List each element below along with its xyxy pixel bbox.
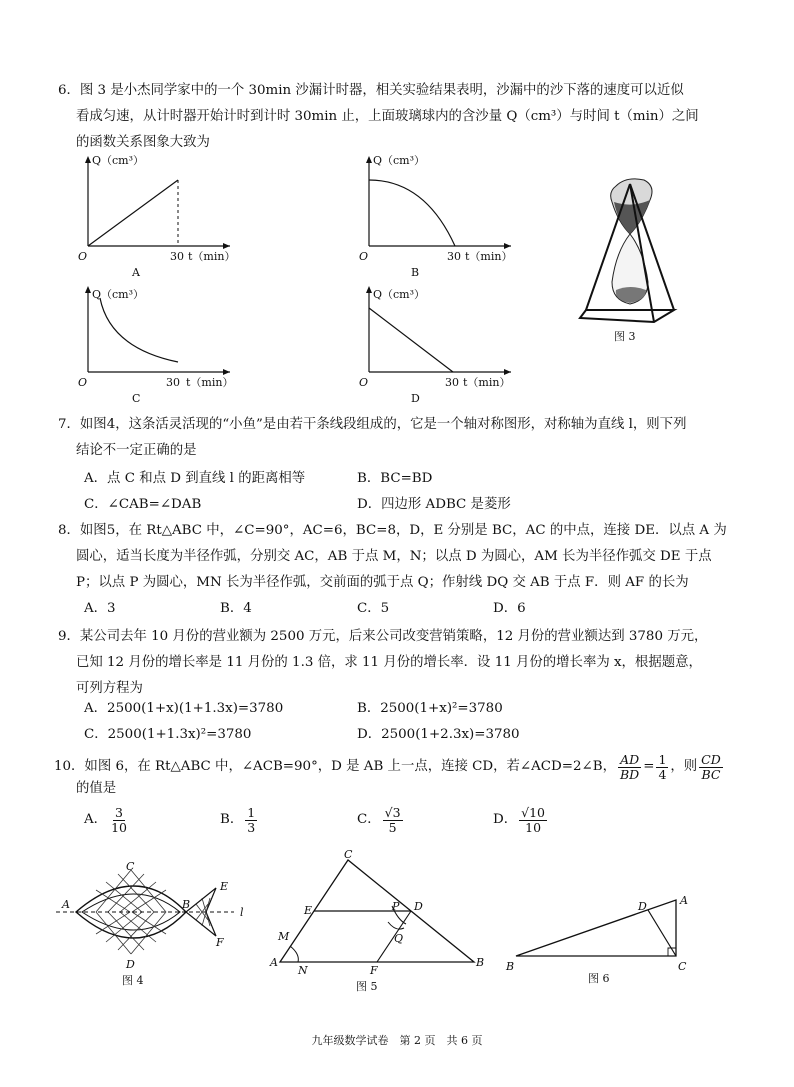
svg-text:E: E — [220, 880, 229, 893]
svg-text:l: l — [240, 906, 244, 919]
graph-b-origin: O — [359, 250, 369, 263]
figure5-triangle — [260, 850, 500, 995]
svg-text:E: E — [304, 904, 313, 917]
svg-text:F: F — [216, 936, 224, 949]
q10-text: 10．如图 6，在 Rt△ABC 中，∠ACB=90°，D 是 AB 上一点，连接 CD，若∠ACD=2∠B， — [54, 759, 616, 774]
figure4-fish — [56, 860, 266, 990]
q9-option-a: A．2500(1+x)(1+1.3x)=3780 — [84, 701, 284, 716]
q9-option-b: B．2500(1+x)²=3780 — [357, 701, 503, 716]
figure6-caption: 图 6 — [588, 972, 610, 985]
svg-text:A: A — [62, 898, 70, 911]
q6-line2: 看成匀速，从计时器开始计时到计时 30min 止，上面玻璃球内的含沙量 Q（cm³）与时间 t（min）之间 — [76, 109, 699, 124]
graph-b-x-label: t（min） — [465, 250, 513, 263]
graph-c-tick: 30 — [166, 376, 180, 389]
graph-b-letter: B — [411, 266, 420, 279]
graph-c-origin: O — [78, 376, 88, 389]
q8-line3: P；以点 P 为圆心，MN 长为半径作弧，交前面的弧于点 Q；作射线 DQ 交 AB 于点 F．则 AF 的长为 — [76, 575, 689, 590]
q10-option-d: D． $\frac{√10}{10}$ — [493, 804, 546, 835]
q10-option-a: A． $\frac{3}{10}$ — [84, 804, 127, 835]
q7-line2: 结论不一定正确的是 — [76, 443, 197, 458]
svg-text:C: C — [126, 860, 135, 873]
page-footer: 九年级数学试卷 第 2 页 共 6 页 — [311, 1034, 483, 1047]
q6-line3: 的函数关系图象大致为 — [76, 135, 210, 150]
q9-line1: 9．某公司去年 10 月份的营业额为 2500 万元，后来公司改变营销策略，12 月份的营业额达到 3780 万元， — [58, 629, 708, 644]
svg-text:A: A — [680, 894, 688, 907]
svg-text:P: P — [392, 900, 400, 913]
q7-option-c: C．∠CAB=∠DAB — [84, 497, 202, 512]
graph-a-y-label: Q（cm³） — [92, 154, 145, 167]
graph-d-letter: D — [411, 392, 420, 405]
graph-a-tick: 30 — [170, 250, 184, 263]
q8-line2: 圆心，适当长度为半径作弧，分别交 AC，AB 于点 M，N；以点 D 为圆心，AM 长为半径作弧交 DE 于点 — [76, 549, 712, 564]
graph-c-curve — [100, 298, 178, 362]
svg-text:B: B — [182, 898, 191, 911]
svg-text:A: A — [270, 956, 278, 969]
graph-b-y-label: Q（cm³） — [373, 154, 426, 167]
q8-option-a: A．3 — [84, 601, 116, 616]
svg-text:D: D — [414, 900, 423, 913]
q6-line1: 6．图 3 是小杰同学家中的一个 30min 沙漏计时器，相关实验结果表明，沙漏中的沙下落的速度可以近似 — [58, 83, 684, 98]
figure6-triangle — [500, 888, 700, 988]
graph-b-tick: 30 — [447, 250, 461, 263]
q10-line2: 的值是 — [76, 781, 117, 796]
graph-c-letter: C — [132, 392, 141, 405]
figure4-caption: 图 4 — [122, 974, 144, 987]
q9-option-d: D．2500(1+2.3x)=3780 — [357, 727, 520, 742]
q10-option-c: C． $\frac{√3}{5}$ — [357, 804, 401, 835]
q7-option-d: D．四边形 ADBC 是菱形 — [357, 497, 511, 512]
q10-line1: 10．如图 6，在 Rt△ABC 中，∠ACB=90°，D 是 AB 上一点，连接 CD，若∠ACD=2∠B， $\frac{AD}{BD}$ = $\frac{1}{4}$ ，则 $\frac{CD}{BC}$ — [54, 751, 721, 782]
q8-option-c: C．5 — [357, 601, 390, 616]
graph-d-origin: O — [359, 376, 369, 389]
graph-a — [70, 152, 240, 282]
graph-a-origin: O — [78, 250, 88, 263]
svg-text:B: B — [476, 956, 485, 969]
svg-text:C: C — [344, 848, 353, 861]
q8-option-d: D．6 — [493, 601, 526, 616]
hourglass-figure — [578, 172, 688, 347]
graph-b — [355, 152, 525, 282]
svg-text:F: F — [370, 964, 378, 977]
q9-line2: 已知 12 月份的增长率是 11 月份的 1.3 倍，求 11 月份的增长率．设 11 月份的增长率为 x，根据题意， — [76, 655, 702, 670]
graph-d-x-label: t（min） — [463, 376, 511, 389]
graph-b-curve — [369, 180, 455, 246]
svg-text:C: C — [678, 960, 687, 973]
q8-line1: 8．如图5，在 Rt△ABC 中，∠C=90°，AC=6，BC=8，D，E 分别是 BC，AC 的中点，连接 DE．以点 A 为 — [58, 523, 727, 538]
figure3-caption: 图 3 — [614, 330, 636, 343]
graph-c-x-label: t（min） — [186, 376, 234, 389]
q8-option-b: B．4 — [220, 601, 252, 616]
q9-line3: 可列方程为 — [76, 681, 143, 696]
graph-d-tick: 30 — [445, 376, 459, 389]
q10-ratio-value: $\frac{1}{4}$ — [658, 751, 667, 782]
graph-d — [355, 282, 525, 407]
svg-text:D: D — [126, 958, 135, 971]
graph-d-curve — [369, 308, 453, 372]
q7-option-b: B．BC=BD — [357, 471, 433, 486]
q10-ratio-ad-bd: $\frac{AD}{BD}$ — [619, 751, 640, 782]
svg-text:Q: Q — [394, 932, 404, 945]
graph-c-y-label: Q（cm³） — [92, 288, 145, 301]
q7-option-a: A．点 C 和点 D 到直线 l 的距离相等 — [84, 471, 306, 486]
q9-option-c: C．2500(1+1.3x)²=3780 — [84, 727, 252, 742]
graph-a-curve — [88, 180, 178, 246]
q10-option-b: B． $\frac{1}{3}$ — [220, 804, 256, 835]
svg-text:B: B — [506, 960, 515, 973]
q7-line1: 7．如图4，这条活灵活现的“小鱼”是由若干条线段组成的，它是一个轴对称图形，对称轴为直线 l，则下列 — [58, 417, 687, 432]
svg-text:N: N — [298, 964, 308, 977]
graph-a-letter: A — [132, 266, 140, 279]
graph-a-x-label: t（min） — [188, 250, 236, 263]
figure5-caption: 图 5 — [356, 980, 378, 993]
svg-text:M: M — [278, 930, 290, 943]
svg-text:D: D — [638, 900, 647, 913]
q10-ask-cd-bc: $\frac{CD}{BC}$ — [701, 751, 721, 782]
graph-d-y-label: Q（cm³） — [373, 288, 426, 301]
graph-c — [70, 282, 240, 407]
